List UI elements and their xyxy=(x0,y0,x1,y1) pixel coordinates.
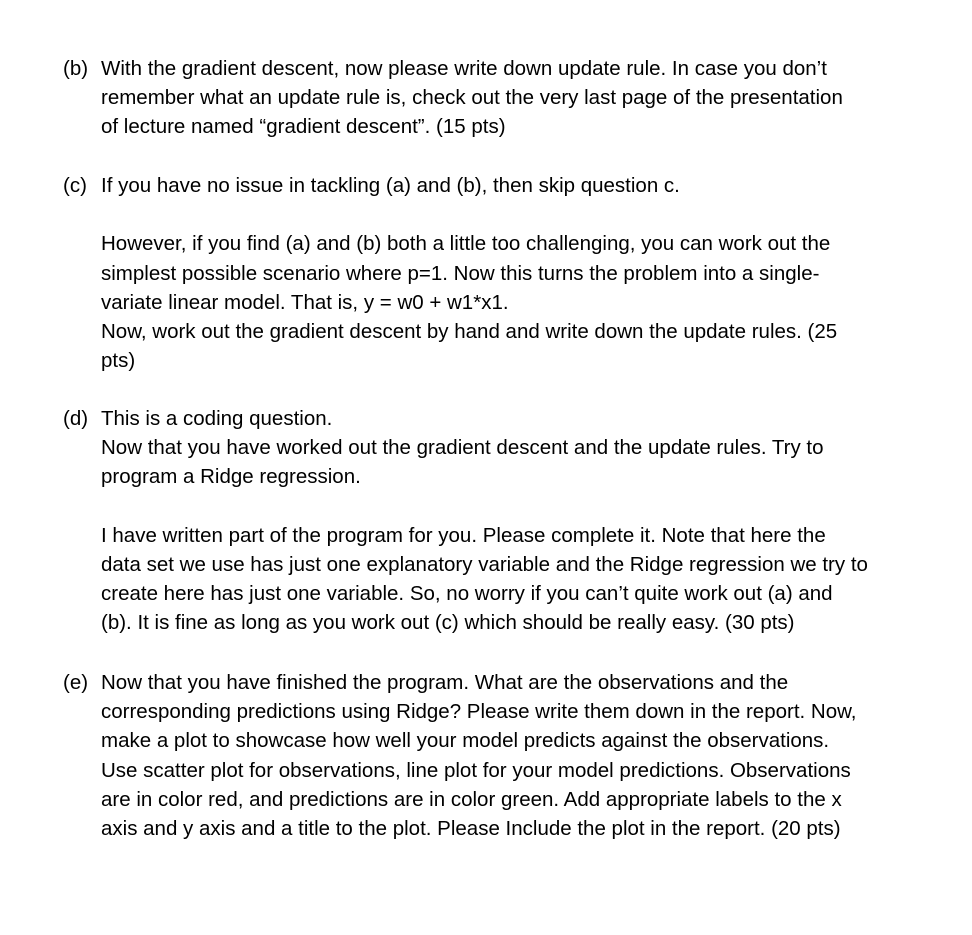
question-b-text xyxy=(101,54,943,142)
text-line: If you have no issue in tackling (a) and (b), then skip question c. xyxy=(101,174,680,197)
question-e-label: (e) xyxy=(63,671,89,694)
text-line: With the gradient descent, now please write down update rule. In case you don’t xyxy=(101,57,827,80)
question-d xyxy=(63,404,943,638)
question-d-label: (d) xyxy=(63,407,89,430)
question-e xyxy=(63,668,943,843)
text-line: corresponding predictions using Ridge? Please write them down in the report. Now, xyxy=(101,700,857,724)
paragraph-gap xyxy=(101,492,943,521)
text-line: remember what an update rule is, check out the very last page of the presentation xyxy=(101,86,843,110)
question-b xyxy=(63,54,943,142)
text-line: This is a coding question. xyxy=(101,407,333,430)
question-c-text xyxy=(101,171,943,375)
text-line: are in color red, and predictions are in color green. Add appropriate labels to the x xyxy=(101,787,842,811)
text-line: (b). It is fine as long as you work out (c) which should be really easy. (30 pts) xyxy=(101,611,795,635)
text-line: create here has just one variable. So, no worry if you can’t quite work out (a) and xyxy=(101,582,833,606)
question-b-label: (b) xyxy=(63,57,89,80)
text-line: axis and y axis and a title to the plot. Please Include the plot in the report. (20 pts) xyxy=(101,817,841,841)
question-c-label: (c) xyxy=(63,174,87,197)
text-line: simplest possible scenario where p=1. Now this turns the problem into a single- xyxy=(101,261,820,285)
text-line: pts) xyxy=(101,349,136,373)
paragraph-gap xyxy=(101,200,943,229)
question-c xyxy=(63,171,943,375)
text-line: Now that you have finished the program. What are the observations and the xyxy=(101,671,789,694)
text-line: data set we use has just one explanatory variable and the Ridge regression we try to xyxy=(101,553,868,576)
text-line: program a Ridge regression. xyxy=(101,465,361,489)
text-line: I have written part of the program for you. Please complete it. Note that here the xyxy=(101,523,826,547)
text-line: Now that you have worked out the gradient descent and the update rules. Try to xyxy=(101,436,824,460)
text-line: Now, work out the gradient descent by hand and write down the update rules. (25 xyxy=(101,320,838,343)
text-line: make a plot to showcase how well your model predicts against the observations. xyxy=(101,729,830,753)
question-d-text xyxy=(101,404,943,638)
text-line: However, if you find (a) and (b) both a little too challenging, you can work out the xyxy=(101,232,831,256)
text-line: of lecture named “gradient descent”. (15 pts) xyxy=(101,115,506,139)
question-e-text xyxy=(101,668,943,843)
text-line: Use scatter plot for observations, line plot for your model predictions. Observations xyxy=(101,758,851,782)
text-line: variate linear model. That is, y = w0 + w1*x1. xyxy=(101,290,509,314)
